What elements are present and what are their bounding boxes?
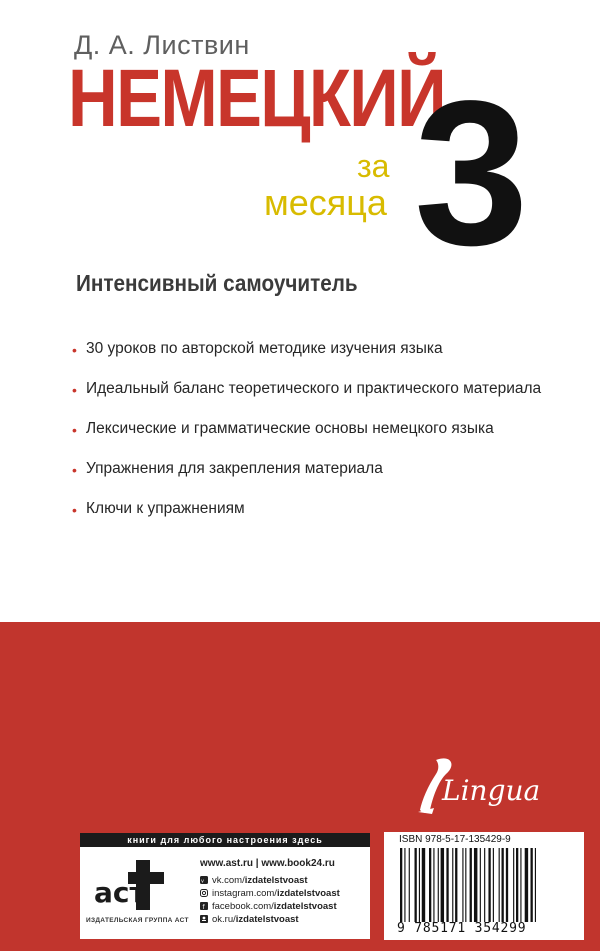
barcode-bar	[520, 848, 521, 922]
feature-item	[72, 500, 541, 540]
feature-item	[72, 420, 541, 460]
barcode-bar	[506, 848, 508, 922]
barcode-bar	[422, 848, 425, 922]
barcode-bar	[446, 848, 448, 922]
bullet-icon: •	[72, 502, 77, 518]
ast-logo-text: аст	[94, 876, 146, 909]
social-prefix: ok.ru/	[212, 914, 236, 925]
title-main: НЕМЕЦКИЙ	[68, 53, 445, 144]
social-link-instagram[interactable]	[200, 887, 340, 900]
facebook-icon	[200, 902, 208, 910]
feature-text: 30 уроков по авторской методике изучения языка	[86, 340, 443, 357]
barcode-icon	[398, 848, 574, 922]
barcode-bar	[462, 848, 463, 922]
barcode-bar	[441, 848, 444, 922]
series-name: Lingua	[442, 774, 541, 807]
feature-text: Упражнения для закрепления материала	[86, 460, 383, 477]
feature-text: Ключи к упражнениям	[86, 500, 245, 517]
svg-text:v: v	[201, 878, 204, 884]
barcode-bar	[433, 848, 434, 922]
feature-item	[72, 380, 541, 420]
barcode-bar	[502, 848, 504, 922]
title-number: 3	[414, 58, 529, 288]
barcode-bar	[404, 848, 405, 922]
barcode-bar	[429, 848, 431, 922]
barcode-bar	[465, 848, 466, 922]
barcode-bar	[484, 848, 485, 922]
feature-item	[72, 460, 541, 500]
subtitle: Интенсивный самоучитель	[76, 270, 358, 296]
feature-text: Лексические и грамматические основы немецкого языка	[86, 420, 494, 437]
barcode-digits: 9 785171 354299	[397, 921, 527, 936]
barcode-bar	[513, 848, 514, 922]
title-za: за	[357, 148, 390, 184]
barcode-bar	[415, 848, 417, 922]
social-handle: izdatelstvoast	[235, 914, 299, 925]
ast-logo-icon	[92, 858, 172, 913]
social-prefix: facebook.com/	[212, 901, 274, 912]
social-link-facebook[interactable]	[200, 900, 340, 913]
bullet-icon: •	[72, 462, 77, 478]
social-prefix: vk.com/	[212, 875, 245, 886]
barcode-bar	[516, 848, 518, 922]
publisher-tagline: книги для любого настроения здесь	[80, 833, 370, 847]
feature-list	[72, 340, 541, 540]
svg-text:f: f	[202, 904, 205, 910]
title-mesyatsa: месяца	[264, 182, 387, 223]
barcode-bar	[455, 848, 457, 922]
barcode-bar	[488, 848, 490, 922]
bullet-icon: •	[72, 382, 77, 398]
barcode-bar	[535, 848, 536, 922]
author-name: Д. А. Листвин	[74, 30, 250, 60]
odnoklassniki-icon	[200, 915, 208, 923]
barcode-bar	[419, 848, 420, 922]
barcode-bar	[470, 848, 472, 922]
barcode-bar	[474, 848, 477, 922]
social-handle: izdatelstvoast	[244, 875, 308, 886]
bullet-icon: •	[72, 342, 77, 358]
barcode-bar	[409, 848, 410, 922]
vk-icon	[200, 876, 208, 884]
social-handle: izdatelstvoast	[276, 888, 340, 899]
social-link-vk[interactable]	[200, 874, 340, 887]
social-link-odnoklassniki[interactable]	[200, 913, 340, 926]
lingua-logo	[412, 752, 542, 822]
barcode-bar	[400, 848, 402, 922]
bullet-icon: •	[72, 422, 77, 438]
social-links	[200, 874, 340, 926]
feature-text: Идеальный баланс теоретического и практического материала	[86, 380, 542, 397]
instagram-icon	[200, 889, 208, 897]
isbn-label: ISBN 978-5-17-135429-9	[399, 834, 511, 845]
social-handle: izdatelstvoast	[273, 901, 337, 912]
publisher-websites[interactable]: www.ast.ru | www.book24.ru	[200, 858, 335, 869]
barcode-bar	[452, 848, 453, 922]
barcode-bar	[531, 848, 533, 922]
barcode-bar	[438, 848, 439, 922]
social-prefix: instagram.com/	[212, 888, 277, 899]
publisher-group-name: ИЗДАТЕЛЬСКАЯ ГРУППА АСТ	[86, 917, 189, 924]
feature-item	[72, 340, 541, 380]
barcode-bar	[499, 848, 500, 922]
barcode-bar	[525, 848, 528, 922]
barcode-bar	[480, 848, 481, 922]
barcode-bar	[493, 848, 494, 922]
